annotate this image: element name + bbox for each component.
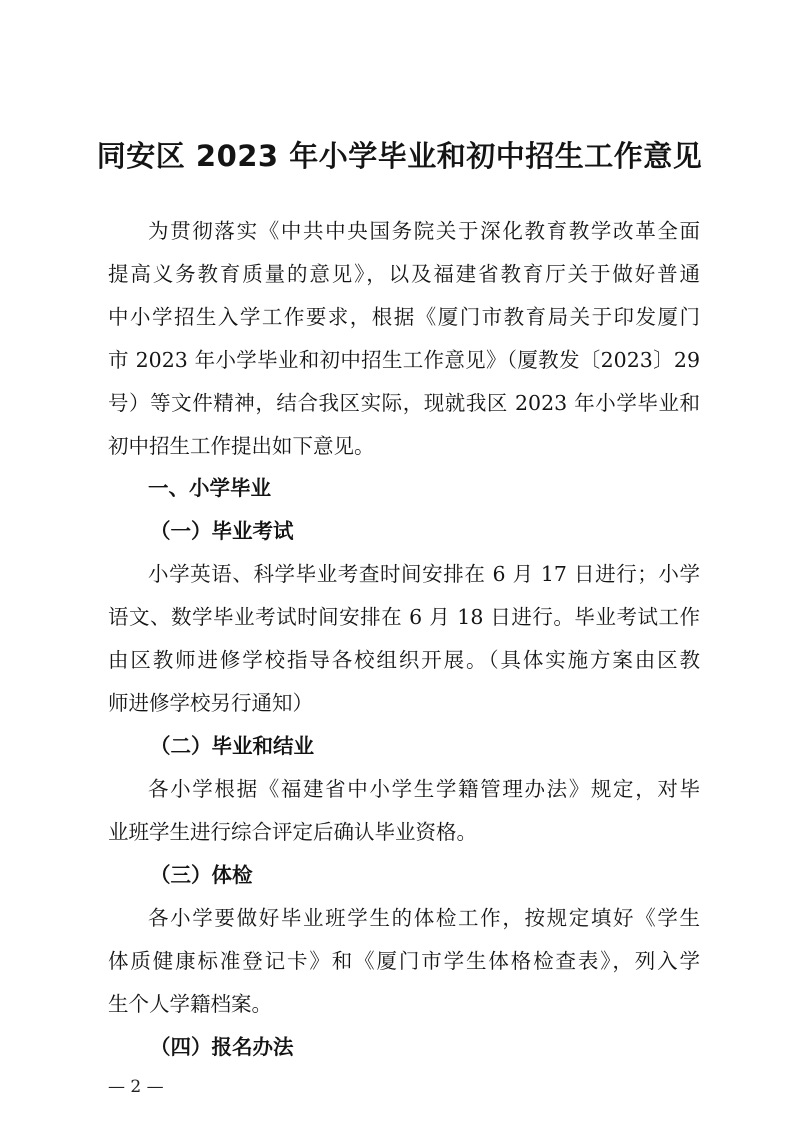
completion-line: 业班学生进行综合评定后确认毕业资格。 <box>108 820 477 844</box>
subsection-heading-registration: （四）报名办法 <box>150 1035 294 1059</box>
section-heading-primary-graduation: 一、小学毕业 <box>148 476 271 500</box>
intro-line: 提高义务教育质量的意见》，以及福建省教育厅关于做好普通 <box>108 262 700 286</box>
exam-line: 师进修学校另行通知） <box>108 691 313 715</box>
intro-line: 市 2023 年小学毕业和初中招生工作意见》（厦教发〔2023〕29 <box>108 348 700 372</box>
document-title: 同安区 2023 年小学毕业和初中招生工作意见 <box>96 139 703 173</box>
page-number: — 2 — <box>108 1077 164 1097</box>
exam-line: 小学英语、科学毕业考查时间安排在 6 月 17 日进行；小学 <box>148 562 700 586</box>
intro-line: 中小学招生入学工作要求，根据《厦门市教育局关于印发厦门 <box>108 305 700 329</box>
intro-line: 初中招生工作提出如下意见。 <box>108 434 375 458</box>
physical-exam-line: 各小学要做好毕业班学生的体检工作，按规定填好《学生 <box>148 906 700 930</box>
intro-line: 为贯彻落实《中共中央国务院关于深化教育教学改革全面 <box>148 219 700 243</box>
exam-line: 由区教师进修学校指导各校组织开展。（具体实施方案由区教 <box>108 648 700 672</box>
subsection-heading-physical-exam: （三）体检 <box>150 863 253 887</box>
intro-line: 号）等文件精神，结合我区实际，现就我区 2023 年小学毕业和 <box>108 391 700 415</box>
physical-exam-line: 体质健康标准登记卡》和《厦门市学生体格检查表》，列入学 <box>108 949 700 973</box>
subsection-heading-graduation-exam: （一）毕业考试 <box>150 519 294 543</box>
subsection-heading-graduation-completion: （二）毕业和结业 <box>150 734 314 758</box>
exam-line: 语文、数学毕业考试时间安排在 6 月 18 日进行。毕业考试工作 <box>108 605 700 629</box>
physical-exam-line: 生个人学籍档案。 <box>108 992 272 1016</box>
completion-line: 各小学根据《福建省中小学生学籍管理办法》规定，对毕 <box>148 777 700 801</box>
